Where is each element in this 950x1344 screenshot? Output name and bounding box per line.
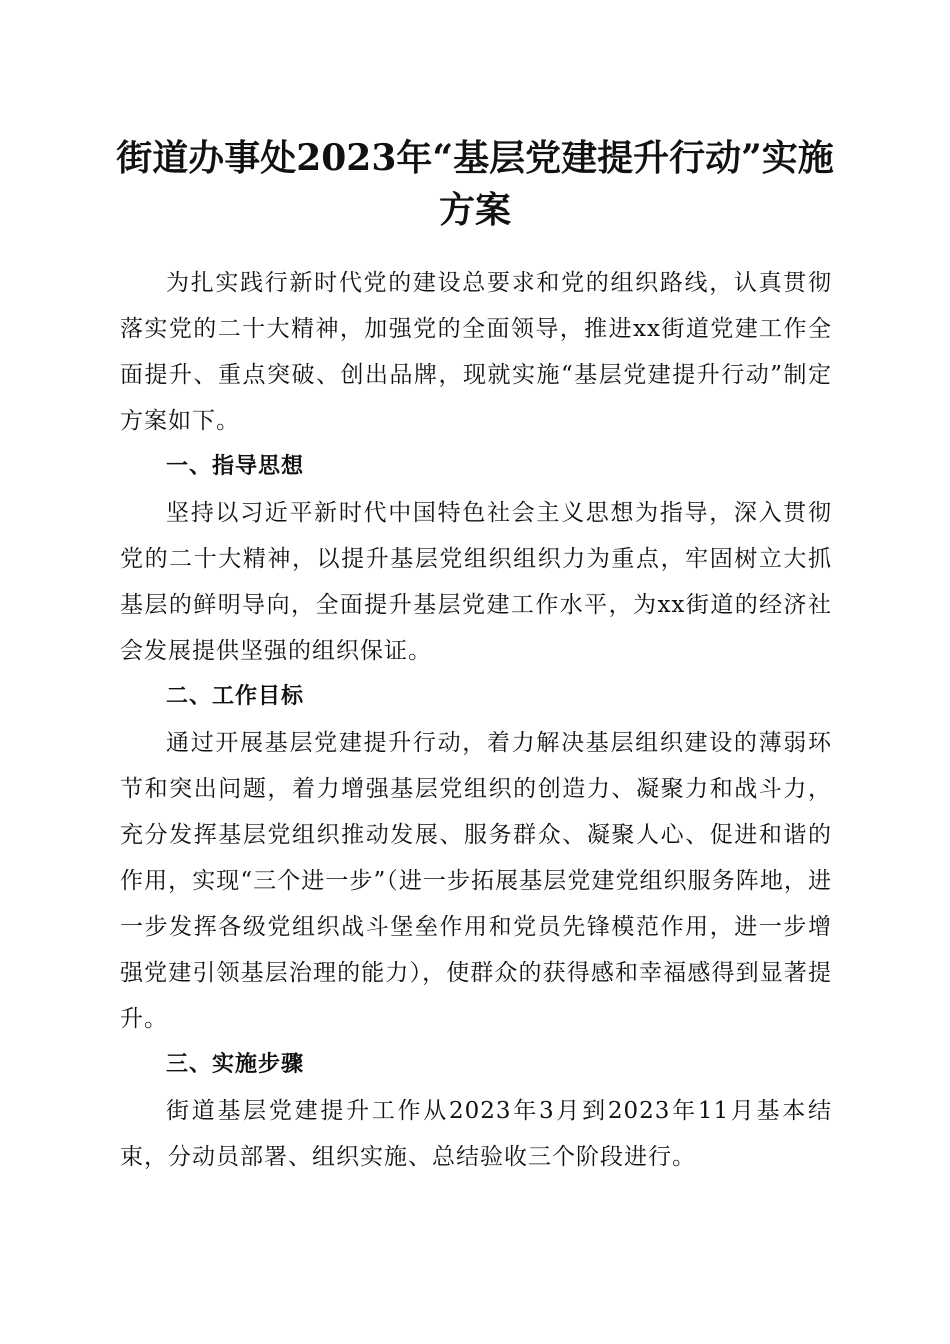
- document-title: 街道办事处2023年“基层党建提升行动”实施方案: [116, 137, 834, 231]
- section-heading-implementation-steps: 三、实施步骤: [166, 1052, 305, 1077]
- section-heading-work-goals: 二、工作目标: [166, 684, 305, 709]
- section-paragraph-guiding-thought: 坚持以习近平新时代中国特色社会主义思想为指导，深入贯彻党的二十大精神，以提升基层党组织组织力为重点，牢固树立大抓基层的鲜明导向，全面提升基层党建工作水平，为xx街道的经济社会发展提供坚强的组织保证。: [120, 500, 832, 664]
- document-body: [120, 260, 832, 1180]
- section-paragraph-work-goals: 通过开展基层党建提升行动，着力解决基层组织建设的薄弱环节和突出问题，着力增强基层党组织的创造力、凝聚力和战斗力，充分发挥基层党组织推动发展、服务群众、凝聚人心、促进和谐的作用，实现“三个进一步”（进一步拓展基层党建党组织服务阵地，进一步发挥各级党组织战斗堡垒作用和党员先锋模范作用，进一步增强党建引领基层治理的能力），使群众的获得感和幸福感得到显著提升。: [120, 730, 832, 1032]
- section-heading-guiding-thought: 一、指导思想: [166, 454, 305, 479]
- section-paragraph-implementation-steps: 街道基层党建提升工作从2023年3月到2023年11月基本结束，分动员部署、组织实施、总结验收三个阶段进行。: [120, 1098, 832, 1170]
- intro-paragraph: 为扎实践行新时代党的建设总要求和党的组织路线，认真贯彻落实党的二十大精神，加强党的全面领导，推进xx街道党建工作全面提升、重点突破、创出品牌，现就实施“基层党建提升行动”制定方案如下。: [120, 270, 832, 434]
